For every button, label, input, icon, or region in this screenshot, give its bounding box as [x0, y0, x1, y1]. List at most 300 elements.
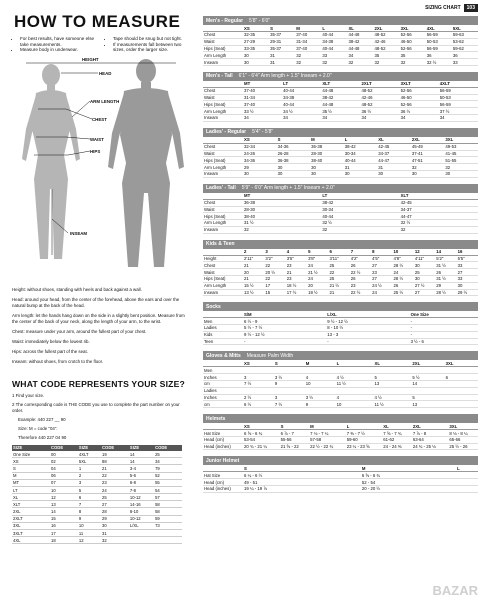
size-column-header: XLT	[400, 193, 478, 200]
table-cell: -	[243, 338, 320, 345]
table-row	[203, 143, 478, 150]
table-cell	[374, 387, 412, 394]
table-row	[203, 213, 478, 220]
size-column-header: 5XL	[452, 25, 478, 32]
table-cell	[411, 367, 444, 374]
table-cell: 04	[50, 465, 78, 472]
table-cell	[243, 367, 274, 374]
table-cell	[456, 472, 478, 479]
row-label: Men	[203, 318, 243, 325]
table-cell	[336, 367, 374, 374]
table-cell: 5	[78, 486, 101, 493]
table-cell: 5	[411, 394, 444, 401]
table-cell: 9	[274, 381, 305, 388]
table-cell	[445, 381, 478, 388]
size-column-header: L	[344, 137, 378, 144]
section-subtitle: Measure Palm Width	[246, 352, 294, 359]
size-table	[203, 25, 478, 66]
table-row	[12, 458, 182, 465]
measurement-definitions	[12, 287, 190, 365]
table-cell: 15	[50, 515, 78, 522]
table-cell: 40-44	[321, 45, 347, 52]
table-cell: 52-56	[400, 101, 439, 108]
table-cell: 37-40	[243, 101, 282, 108]
table-cell	[374, 367, 412, 374]
table-cell: 7	[78, 501, 101, 508]
sizing-chart-label: SIZING CHART	[425, 5, 461, 11]
table-cell: 4 ½	[336, 374, 374, 381]
table-row	[12, 501, 182, 508]
table-cell: 21 ½	[307, 269, 328, 276]
table-cell: 54	[154, 486, 182, 493]
table-cell: 3 ½ - 6	[410, 338, 478, 345]
table-cell: 22	[264, 275, 285, 282]
table-cell: 9	[78, 515, 101, 522]
size-table	[203, 137, 478, 178]
table-cell: 25 ½	[393, 289, 414, 296]
table-cell: 14-16	[129, 501, 154, 508]
table-cell: 24	[393, 269, 414, 276]
table-cell: 35 ½	[321, 108, 360, 115]
table-cell: 10	[78, 522, 101, 529]
size-section	[203, 240, 478, 297]
size-column-header: S	[274, 360, 305, 367]
table-cell: 25	[154, 451, 182, 458]
table-cell: 6 ⅝ - 6 ¾	[361, 472, 456, 479]
table-cell: 26	[350, 262, 371, 269]
table-row	[203, 275, 478, 282]
table-cell: 46-50	[400, 94, 439, 101]
table-cell: 55	[154, 479, 182, 486]
row-label: Arm Length	[203, 164, 243, 171]
size-column-header: 12	[414, 249, 435, 256]
table-cell: 11 ½	[336, 381, 374, 388]
table-cell: 42-46	[374, 38, 400, 45]
size-column-header: 3	[264, 249, 285, 256]
size-column-header: M	[295, 25, 321, 32]
table-cell: 5	[374, 374, 412, 381]
size-column-header: 3XL	[445, 360, 478, 367]
table-cell: 25	[328, 262, 349, 269]
table-cell: 41-45	[444, 150, 478, 157]
table-cell: 8 - 10 ½	[326, 325, 403, 332]
table-cell: 36-38	[277, 157, 311, 164]
table-cell: 36 ½	[360, 108, 399, 115]
row-label: Chest	[203, 32, 243, 39]
row-label: Arm Length	[203, 220, 243, 227]
table-cell: 26	[350, 275, 371, 282]
table-row	[203, 331, 478, 338]
table-cell: 7 ½	[243, 381, 274, 388]
table-cell: -	[410, 318, 478, 325]
table-cell: 6 ½ - 9	[243, 318, 320, 325]
table-cell: 4'8"	[393, 255, 414, 262]
table-cell: 44-48	[321, 101, 360, 108]
table-cell: 5'2"	[435, 255, 456, 262]
table-row	[203, 401, 478, 408]
table-cell: 31	[344, 164, 378, 171]
size-column-header: L	[336, 360, 374, 367]
table-cell	[445, 387, 478, 394]
row-label: Kids	[203, 331, 243, 338]
table-cell: 30	[277, 170, 311, 177]
table-cell: 23	[371, 269, 392, 276]
table-cell	[129, 537, 154, 544]
table-cell: 34-38	[321, 38, 347, 45]
table-cell: 3 ½	[305, 394, 336, 401]
table-row	[203, 381, 478, 388]
label-arm-length: ARM LENGTH	[90, 98, 120, 104]
table-cell: XLT	[12, 501, 50, 508]
size-column-header: 3XL	[400, 25, 426, 32]
page-header	[425, 4, 478, 12]
table-cell: 28	[101, 508, 129, 515]
row-label: Inches	[203, 374, 243, 381]
table-cell: 38-42	[321, 94, 360, 101]
table-cell: 48-52	[360, 87, 399, 94]
table-cell: 20	[243, 269, 264, 276]
size-code-table	[12, 445, 182, 545]
def-head: Head: around your head, from the center of the forehead, above the ears and over the natural bump at the back of the head.	[12, 296, 180, 308]
size-column-header: XS	[243, 360, 274, 367]
size-table	[203, 465, 478, 492]
table-cell: 34-37	[377, 150, 411, 157]
table-cell: 48-52	[374, 32, 400, 39]
size-column-header: 5	[307, 249, 328, 256]
table-cell: 35-37	[269, 45, 295, 52]
table-cell	[274, 367, 305, 374]
table-cell: 4'2"	[350, 255, 371, 262]
def-hips: Hips: across the fullest part of the seat.	[12, 348, 88, 354]
table-cell: 32	[347, 59, 373, 66]
tip: • Tape should be snug but not tight.	[113, 36, 192, 42]
section-title	[203, 128, 478, 137]
size-column-header: S	[277, 137, 311, 144]
table-cell: 7 ⅛ - 7 ¼	[309, 430, 346, 437]
size-column-header: XL	[347, 25, 373, 32]
table-cell: 32	[295, 52, 321, 59]
table-row	[203, 94, 478, 101]
table-cell: 5 ½	[411, 374, 444, 381]
table-row	[203, 338, 478, 345]
table-cell: 29 ½	[457, 289, 478, 296]
row-label: Ladies	[203, 325, 243, 332]
table-cell: 10	[305, 381, 336, 388]
table-cell: 16	[50, 522, 78, 529]
table-cell: 6 ½	[243, 401, 274, 408]
size-column-header: XS	[243, 25, 269, 32]
code-steps	[12, 393, 192, 441]
table-cell: 18	[50, 537, 78, 544]
section-name: Junior Helmet	[206, 457, 240, 464]
table-cell: 8 ⅛ - 8 ¼	[448, 430, 478, 437]
table-cell: 35	[374, 52, 400, 59]
table-cell: 32-35	[243, 32, 269, 39]
table-cell: 36-38	[243, 199, 321, 206]
row-label: cm	[203, 381, 243, 388]
size-section	[203, 302, 478, 345]
table-cell	[403, 338, 410, 345]
table-row	[203, 289, 478, 296]
size-table	[203, 249, 478, 297]
size-table	[203, 423, 478, 450]
table-cell: 23	[286, 262, 307, 269]
table-cell: 15 ½	[243, 282, 264, 289]
table-cell: 52	[154, 472, 182, 479]
table-cell: 27 ½	[414, 282, 435, 289]
table-cell: 59-60	[346, 436, 383, 443]
size-section	[203, 72, 478, 122]
table-cell: 31-34	[243, 94, 282, 101]
size-column-header: XS	[243, 137, 277, 144]
size-column-header: 10	[393, 249, 414, 256]
table-cell: 9 ½ - 12 ½	[326, 318, 403, 325]
table-row	[203, 157, 478, 164]
table-cell: 7 ⅞ - 8	[412, 430, 449, 437]
table-cell: MT	[12, 479, 50, 486]
size-column-header: 2XL	[411, 360, 444, 367]
row-label: cm	[203, 401, 243, 408]
row-label: Hips (Seat)	[203, 157, 243, 164]
section-title	[203, 184, 478, 193]
table-cell: 3	[78, 479, 101, 486]
table-cell: 21 ½	[328, 282, 349, 289]
size-column-header: 4XLT	[439, 81, 478, 88]
table-cell: 14	[411, 381, 444, 388]
table-cell: 6 ⅞ - 7	[280, 430, 310, 437]
size-column-header: 2XLT	[360, 81, 399, 88]
section-name: Men's - Tall	[206, 73, 233, 80]
table-cell: 3XLT	[12, 530, 50, 537]
size-column-header: M	[361, 465, 456, 472]
size-column-header: 2	[243, 249, 264, 256]
table-cell	[154, 537, 182, 544]
watermark: BAZAR	[432, 583, 478, 598]
table-cell: 58	[154, 501, 182, 508]
row-label: Head (inches)	[203, 486, 243, 493]
table-cell: 58	[154, 508, 182, 515]
table-cell: 3	[274, 394, 305, 401]
section-name: Ladies' - Tall	[206, 185, 236, 192]
code-step: Size: M = code "04".	[18, 425, 58, 431]
table-cell: 33-35	[243, 45, 269, 52]
table-cell: 28-30	[310, 150, 344, 157]
table-cell: 3	[243, 374, 274, 381]
table-cell: 4XL	[12, 537, 50, 544]
row-label: Chest	[203, 143, 243, 150]
table-cell: 32	[411, 164, 445, 171]
row-label: Men	[203, 367, 243, 374]
table-cell: 27	[101, 501, 129, 508]
table-cell: 15	[264, 289, 285, 296]
row-label: Inseam	[203, 226, 243, 233]
table-cell: 56-59	[426, 45, 452, 52]
table-cell: 35-37	[269, 32, 295, 39]
table-cell: 24 ½	[371, 282, 392, 289]
table-cell: 20 ¾ - 21 ¼	[243, 443, 280, 450]
row-label: Hips (Seat)	[203, 101, 243, 108]
table-cell: 30-34	[344, 150, 378, 157]
table-cell: 14	[129, 451, 154, 458]
table-cell: 25	[101, 494, 129, 501]
table-row	[203, 282, 478, 289]
table-cell: 11 ½	[374, 401, 412, 408]
table-row	[203, 220, 478, 227]
size-tables-column	[203, 16, 478, 499]
code-step: 1 Find your size.	[12, 392, 45, 398]
table-cell: 52-56	[400, 87, 439, 94]
table-cell: 24	[307, 275, 328, 282]
size-column-header: MT	[243, 81, 282, 88]
table-cell: 6 ⅝ - 6 ¾	[243, 430, 280, 437]
table-cell: 13 ½	[243, 289, 264, 296]
table-cell	[336, 387, 374, 394]
table-cell: 38-42	[321, 199, 399, 206]
table-cell: 31 ½	[435, 275, 456, 282]
table-row	[12, 451, 182, 458]
table-cell	[445, 394, 478, 401]
row-label: Inseam	[203, 115, 243, 122]
size-section	[203, 184, 478, 234]
table-cell: 13	[411, 401, 444, 408]
table-cell	[445, 367, 478, 374]
table-cell: 52 - 54	[361, 479, 456, 486]
table-cell: 21	[328, 289, 349, 296]
table-row	[203, 374, 478, 381]
table-cell: 12	[78, 537, 101, 544]
code-table-header-cell: SIZE	[129, 445, 154, 451]
table-row	[12, 522, 182, 529]
table-cell: 26	[435, 269, 456, 276]
table-cell: 42-46	[360, 94, 399, 101]
table-cell: 30	[243, 170, 277, 177]
table-cell: 4 ½	[374, 394, 412, 401]
section-name: Ladies' - Regular	[206, 129, 247, 136]
label-hips: HIPS	[90, 148, 101, 154]
table-cell: 22	[101, 472, 129, 479]
table-cell: 6 ¼ - 6 ½	[243, 472, 361, 479]
table-cell: 24	[101, 486, 129, 493]
table-cell: 3XL	[12, 522, 50, 529]
table-cell: 29	[243, 164, 277, 171]
table-cell: 22 ½	[350, 289, 371, 296]
table-cell: 38-40	[310, 157, 344, 164]
table-cell: 14	[129, 458, 154, 465]
table-cell: 3-4	[129, 465, 154, 472]
row-label: Head (inches)	[203, 443, 243, 450]
table-cell: 21	[243, 275, 264, 282]
size-section	[203, 456, 478, 492]
table-cell: 40-44	[321, 32, 347, 39]
row-label: Arm Length	[203, 52, 243, 59]
table-cell: 19 ¼ - 19 ⅞	[243, 486, 361, 493]
table-row	[203, 472, 478, 479]
table-cell: 28 ½	[393, 262, 414, 269]
table-cell: 31	[101, 530, 129, 537]
table-cell: 56-59	[426, 32, 452, 39]
table-cell: 22 ½ - 22 ¾	[309, 443, 346, 450]
table-row	[203, 387, 478, 394]
table-cell: 26	[393, 282, 414, 289]
table-cell: 9 ½ - 12 ½	[243, 331, 320, 338]
table-cell: 50-53	[439, 94, 478, 101]
table-cell: 38-42	[347, 38, 373, 45]
def-arm-length: Arm length: let the hands hang down on the side in a slightly bent position. Measure from the center of the back of your neck, along the length of your arm, to the wrist.	[12, 312, 185, 324]
table-cell: 02	[50, 458, 78, 465]
table-cell: 38-40	[243, 213, 321, 220]
table-cell: 32	[295, 59, 321, 66]
body-silhouettes-illustration	[6, 56, 192, 277]
section-title	[203, 240, 478, 249]
table-cell: 24 ¾ - 25 ⅛	[412, 443, 449, 450]
size-column-header: M	[309, 423, 346, 430]
row-label: Inseam	[203, 59, 243, 66]
table-cell: 27	[371, 262, 392, 269]
table-cell: LT	[12, 486, 50, 493]
table-cell: 34-36	[277, 143, 311, 150]
table-cell: 30	[414, 262, 435, 269]
table-cell: 49 - 51	[243, 479, 361, 486]
table-cell: 32	[243, 226, 321, 233]
table-row	[12, 508, 182, 515]
table-row	[203, 255, 478, 262]
table-cell: 30-34	[321, 206, 399, 213]
table-row	[203, 52, 478, 59]
table-row	[203, 206, 478, 213]
table-cell: 23 ¼ - 23 ⅝	[346, 443, 383, 450]
table-row	[203, 32, 478, 39]
tip: • Measure body in underwear.	[20, 47, 99, 53]
size-section	[203, 128, 478, 178]
table-cell: 5XL	[78, 458, 101, 465]
table-row	[203, 150, 478, 157]
table-cell: 8-10	[129, 508, 154, 515]
table-cell: 31	[269, 59, 295, 66]
table-cell: 46-50	[400, 38, 426, 45]
table-cell: 34	[360, 115, 399, 122]
page-number: 103	[464, 4, 478, 12]
table-cell: 40-44	[321, 213, 399, 220]
table-cell: 56-59	[439, 101, 478, 108]
table-cell: 32	[321, 59, 347, 66]
table-cell: 34	[243, 115, 282, 122]
table-cell	[403, 318, 410, 325]
tip: • If measurements fall between two sizes, order the larger size.	[113, 42, 192, 53]
table-cell: 10-12	[129, 494, 154, 501]
table-cell: 34	[321, 115, 360, 122]
table-cell: 32	[321, 226, 399, 233]
table-cell	[411, 387, 444, 394]
size-section	[203, 414, 478, 450]
table-cell: -	[410, 325, 478, 332]
size-column-header: 3XL	[444, 137, 478, 144]
table-cell: 31 ½	[243, 220, 321, 227]
def-waist: Waist: immediately below the lowest rib.	[12, 338, 90, 344]
table-cell: 29	[435, 282, 456, 289]
row-label: Head (cm)	[203, 436, 243, 443]
table-cell: 28 ½	[435, 289, 456, 296]
row-label: Head (cm)	[203, 479, 243, 486]
table-cell: 30	[101, 522, 129, 529]
size-column-header: XL	[377, 137, 411, 144]
table-cell: 3'2"	[264, 255, 285, 262]
size-column-header: 7	[350, 249, 371, 256]
table-cell: 33	[452, 59, 478, 66]
label-chest: CHEST	[92, 116, 107, 122]
table-row	[203, 59, 478, 66]
table-cell: 49-53	[444, 143, 478, 150]
size-column-header: S/M	[243, 311, 320, 318]
